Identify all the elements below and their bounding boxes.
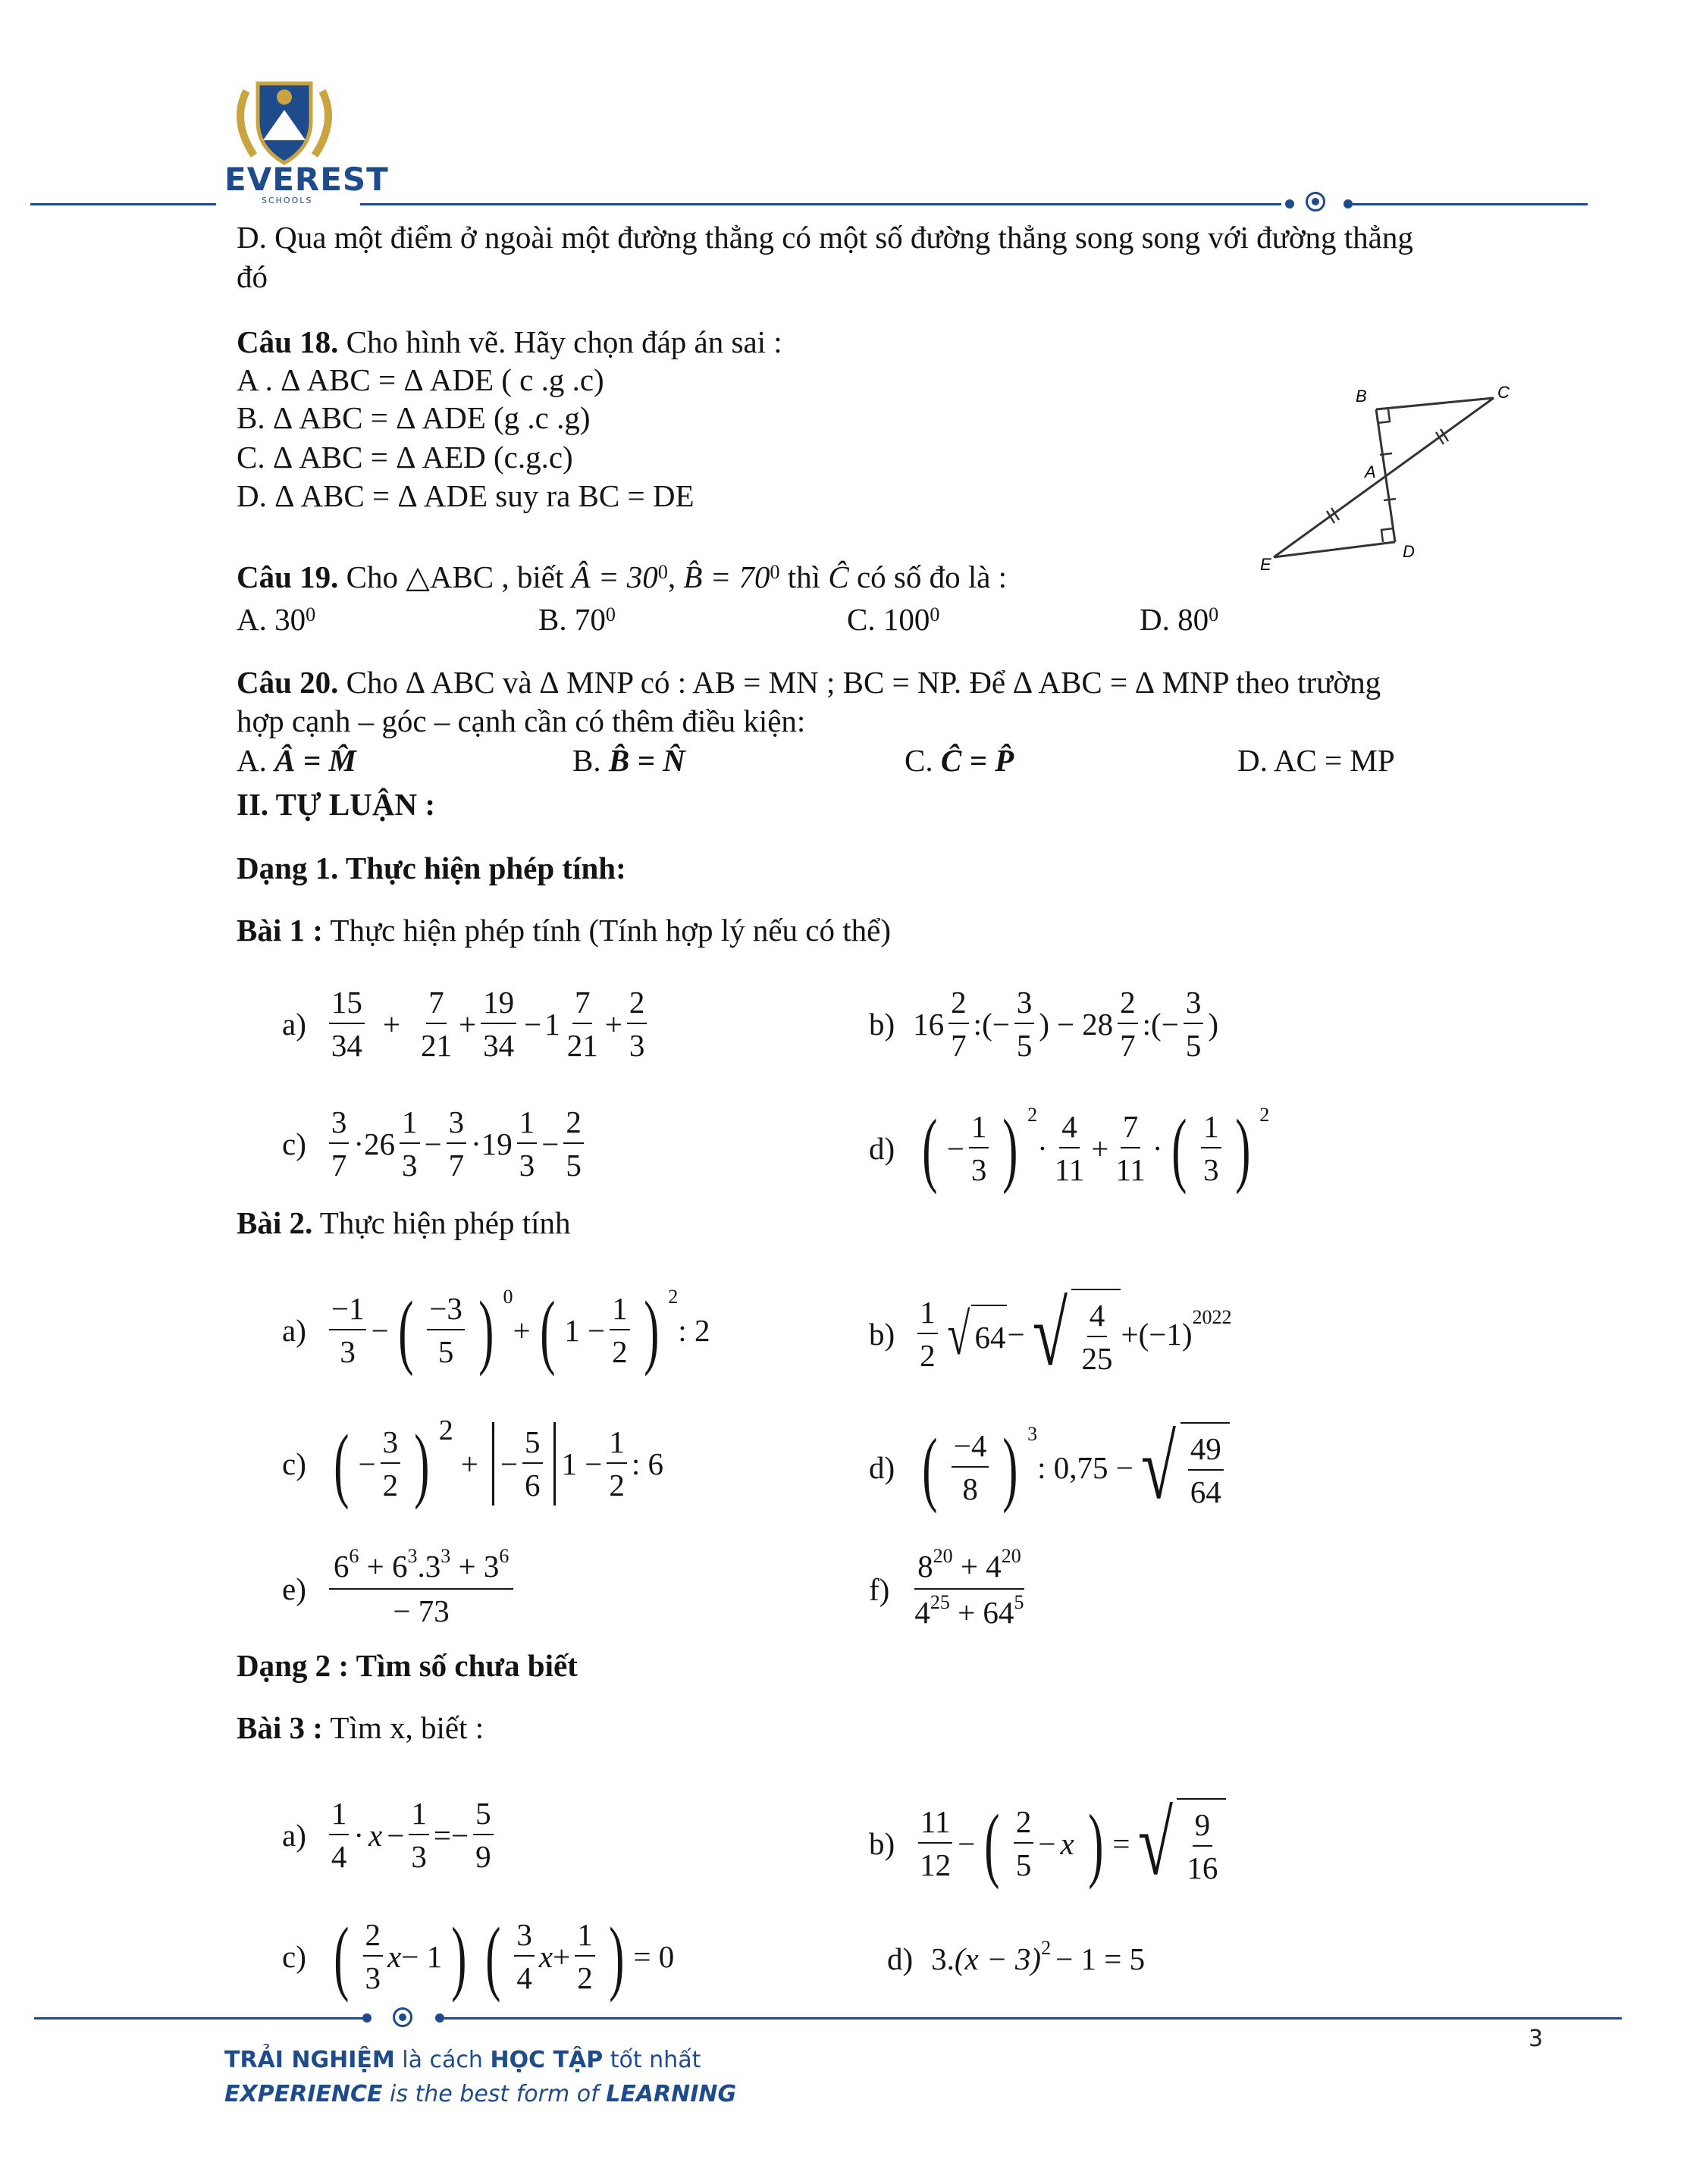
frac: $\frac{1}{3}$ [409, 1798, 429, 1872]
slogan-vi-b: là cách [394, 2047, 491, 2073]
header [0, 0, 1690, 220]
q19-option-a [237, 599, 315, 640]
footer-dot-right [435, 2013, 444, 2023]
footer-dot-left [362, 2013, 372, 2023]
bai3-c: c) ( $\frac{2}{3}$ x − 1 ) ( $\frac{3}{4}$ x + $\frac{1}{2}$ ) = 0 [282, 1910, 675, 2003]
bai3-b: b) $\frac{11}{12}$ − ( $\frac{2}{5}$ − x ) = √ $\frac{9}{16}$ [869, 1798, 1226, 1889]
logo-subtext: SCHOOLS [262, 196, 313, 205]
slogan-vi-d: tốt nhất [603, 2047, 701, 2073]
frac: $\frac{3}{7}$ [329, 1107, 350, 1181]
frac: $\frac{5}{9}$ [473, 1798, 494, 1872]
bai2-b: b) $\frac{1}{2}$ √ 64 − √ $\frac{4}{25}$ + (−1) $^{2022}$ [869, 1283, 1232, 1384]
bai2-e-label: e) [282, 1571, 306, 1606]
sqrt: √ $\frac{49}{64}$ [1133, 1422, 1230, 1513]
frac: $\frac{3}{2}$ [381, 1427, 401, 1501]
q20-opt-c-label: C. [905, 743, 941, 778]
frac: $\frac{1}{2}$ [575, 1919, 595, 1994]
header-rule-main [360, 203, 1281, 205]
bai2-b-label: b) [869, 1317, 895, 1352]
sqrt: √ 64 [947, 1301, 1006, 1367]
bai3-title: Bài 3 : [237, 1710, 323, 1745]
frac: $\frac{1}{3}$ [517, 1107, 538, 1181]
q18-text: Cho hình vẽ. Hãy chọn đáp án sai : [338, 324, 782, 359]
q19-title: Câu 19. [237, 559, 339, 594]
bai2-f-label: f) [869, 1572, 890, 1607]
q18-option-d: D. Δ ABC = Δ ADE suy ra BC = DE [237, 478, 694, 513]
q19-deg-a: 0 [657, 561, 668, 583]
figure-label-e: E [1260, 555, 1271, 574]
frac: $\frac{-1}{3}$ [329, 1293, 367, 1368]
q19-angle-c: Ĉ [828, 559, 849, 594]
frac: $\frac{1}{2}$ [917, 1297, 938, 1371]
frac: $\frac{2}{5}$ [1014, 1806, 1034, 1881]
bai1-b: b) 16 $\frac{2}{7}$ : ( − $\frac{3}{5}$ ) − 28 $\frac{2}{7}$ : ( − $\frac{3}{5}$ ) [869, 985, 1218, 1063]
bai1-a: a) $\frac{15}{34}$ + $\frac{7}{21}$ + $\frac{19}{34}$ − 1 $\frac{7}{21}$ + $\frac{2}{3}$ [282, 987, 651, 1061]
frac: $\frac{5}{6}$ [522, 1427, 543, 1501]
header-ring-icon [1306, 192, 1325, 212]
q18-option-b: B. Δ ABC = Δ ADE (g .c .g) [237, 400, 591, 435]
figure-label-d: D [1403, 542, 1415, 561]
q19-opt-a-text: A. 30 [237, 602, 306, 637]
q19-option-b [538, 599, 616, 640]
slogan-vi-a: TRẢI NGHIỆM [224, 2047, 395, 2073]
bai3-a: a) $\frac{1}{4}$ · x − $\frac{1}{3}$ = − $\frac{5}{9}$ [282, 1798, 498, 1872]
frac: $\frac{1}{3}$ [1201, 1111, 1221, 1186]
frac: $\frac{1}{3}$ [400, 1107, 420, 1181]
slogan-en [224, 2081, 736, 2107]
slogan-en-c: LEARNING [606, 2081, 737, 2107]
slogan-vi-c: HỌC TẬP [490, 2047, 604, 2073]
q20-prompt-line2: hợp cạnh – góc – cạnh cần có thêm điều kiện: [237, 703, 806, 738]
frac: $\frac{11}{12}$ [917, 1806, 953, 1881]
frac: $\frac{-3}{5}$ [427, 1293, 465, 1368]
q20-opt-a-label: A. [237, 743, 275, 778]
bai2-d: d) ( $\frac{-4}{8}$ ) $^3$ : 0,75 − √ $\frac{49}{64}$ [869, 1422, 1230, 1513]
bai3-text: Tìm x, biết : [322, 1710, 484, 1745]
bai2-text: Thực hiện phép tính [312, 1205, 571, 1240]
q20-option-c [905, 740, 1014, 781]
frac: $\frac{3}{5}$ [1184, 987, 1204, 1061]
q20-opt-c-math: Ĉ = P̂ [940, 743, 1014, 778]
frac: $\frac{1}{3}$ [969, 1111, 989, 1186]
footer-rule-left [34, 2017, 364, 2019]
bai2-a-label: a) [282, 1313, 306, 1348]
bai1-c-label: c) [282, 1126, 306, 1161]
page-number: 3 [1529, 2026, 1544, 2052]
logo-text: EVEREST [224, 161, 389, 198]
slogan-en-b: is the best form of [382, 2081, 607, 2107]
q19-option-d [1140, 599, 1218, 640]
frac: $\frac{1}{2}$ [607, 1427, 627, 1501]
slogan-vi [224, 2047, 701, 2073]
q19-text-b: thì [779, 559, 829, 594]
q18-title: Câu 18. [237, 324, 339, 359]
bai2-heading [237, 1202, 571, 1243]
q20-option-d: D. AC = MP [1237, 743, 1395, 778]
bai2-a: a) $\frac{-1}{3}$ − ( $\frac{-3}{5}$ ) $^0$ + ( 1 − $\frac{1}{2}$ ) $^2$ : 2 [282, 1284, 710, 1377]
q19-opt-b-deg: 0 [605, 603, 616, 625]
frac: $\frac{1}{4}$ [329, 1798, 350, 1872]
q19-text-c: có số đo là : [848, 559, 1008, 594]
figure-label-c: C [1497, 383, 1510, 402]
frac: $\frac{2}{3}$ [627, 987, 647, 1061]
footer-rule-right [444, 2017, 1622, 2019]
frac: $\frac{4}{11}$ [1054, 1109, 1085, 1187]
header-rule-left [30, 203, 216, 205]
q19-angle-b: B̂ = 70 [683, 559, 770, 594]
q19-angle-a: Â = 30 [571, 559, 658, 594]
q17-option-d-line2: đó [237, 259, 268, 294]
bai2-e [282, 1545, 518, 1628]
q20-opt-a-math: Â = M̂ [274, 743, 356, 778]
bai1-title: Bài 1 : [237, 913, 323, 948]
bai3-a-label: a) [282, 1818, 306, 1853]
frac: $\frac{7}{21}$ [566, 985, 598, 1063]
dang2-title: Dạng 2 : Tìm số chưa biết [237, 1648, 578, 1683]
bai1-a-label: a) [282, 1007, 306, 1042]
frac: $\frac{2}{7}$ [948, 987, 969, 1061]
abs-bar [492, 1422, 494, 1506]
q19-opt-d-deg: 0 [1209, 603, 1219, 625]
frac: $\frac{8^{20} + 4^{20}}{4^{25} + 64^5}$ [914, 1545, 1024, 1630]
q19-opt-b-text: B. 70 [538, 602, 606, 637]
bai2-title: Bài 2. [237, 1205, 313, 1240]
frac: $\frac{19}{34}$ [481, 987, 516, 1061]
bai2-c-label: c) [282, 1446, 306, 1481]
q20-title: Câu 20. [237, 665, 339, 700]
q20-option-a [237, 740, 356, 781]
header-dot-right [1344, 199, 1353, 208]
bai1-heading [237, 910, 891, 951]
figure-label-b: B [1356, 387, 1367, 406]
q19-option-c [847, 599, 939, 640]
bai3-d-label: d) [887, 1941, 914, 1976]
bai2-c: c) ( − $\frac{3}{2}$ ) $^2$ + − $\frac{5}{6}$ 1 − $\frac{1}{2}$ : 6 [282, 1415, 664, 1510]
sqrt: √ $\frac{4}{25}$ [1025, 1289, 1121, 1380]
q19-sep: , [667, 559, 684, 594]
frac: $\frac{7}{21}$ [420, 985, 452, 1063]
q19-opt-d-text: D. 80 [1140, 602, 1209, 637]
q19-deg-b: 0 [770, 561, 780, 583]
q20-opt-b-math: B̂ = N̂ [608, 743, 685, 778]
q19-opt-c-text: C. 100 [847, 602, 930, 637]
frac: $\frac{2}{7}$ [1118, 987, 1138, 1061]
frac: $\frac{3}{7}$ [447, 1107, 467, 1181]
q20-prompt-line1 [237, 662, 1381, 703]
header-dot-left [1285, 199, 1294, 208]
bai1-c: c) $\frac{3}{7}$ · 26 $\frac{1}{3}$ − $\frac{3}{7}$ · 19 $\frac{1}{3}$ − $\frac{2}{5}$ [282, 1107, 588, 1181]
q20-option-b [572, 740, 685, 781]
bai3-d: d) 3. (x − 3) $^2$ − 1 = 5 [887, 1937, 1146, 1976]
q20-text-1: Cho ∆ ABC và ∆ MNP có : AB = MN ; BC = NP. Để ∆ ABC = ∆ MNP theo trường [338, 665, 1381, 700]
bai3-c-label: c) [282, 1939, 306, 1974]
q19-opt-c-deg: 0 [930, 603, 940, 625]
q17-option-d-line1: D. Qua một điểm ở ngoài một đường thẳng có một số đường thẳng song song với đường thẳng [237, 220, 1413, 255]
dang1-title: Dạng 1. Thực hiện phép tính: [237, 851, 626, 885]
frac: $\frac{1}{2}$ [610, 1293, 630, 1368]
frac: $\frac{2}{5}$ [563, 1107, 584, 1181]
q20-opt-b-label: B. [572, 743, 609, 778]
header-rule-right [1353, 203, 1588, 205]
abs-bar [553, 1422, 556, 1506]
q18-option-c: C. Δ ABC = Δ AED (c.g.c) [237, 440, 573, 475]
bai1-text: Thực hiện phép tính (Tính hợp lý nếu có thể) [322, 913, 891, 948]
bai1-d: d) ( − $\frac{1}{3}$ ) $^2$ · $\frac{4}{11}$ + $\frac{7}{11}$ · ( $\frac{1}{3}$ ) $^2$ [869, 1102, 1270, 1195]
footer-ring-icon [393, 2007, 412, 2027]
bai2-d-label: d) [869, 1450, 895, 1485]
frac: $\frac{2}{3}$ [363, 1919, 384, 1994]
slogan-en-a: EXPERIENCE [224, 2081, 383, 2107]
q19-text-a: Cho △ABC , biết [338, 559, 572, 594]
frac: $\frac{-4}{8}$ [952, 1430, 989, 1505]
frac: $\frac{3}{4}$ [514, 1919, 535, 1994]
frac: $\frac{3}{5}$ [1014, 987, 1035, 1061]
q19-opt-a-deg: 0 [306, 603, 316, 625]
bai3-heading [237, 1707, 484, 1748]
q18-triangle-figure [1251, 379, 1524, 584]
frac: $\frac{7}{11}$ [1115, 1109, 1146, 1187]
frac: $\frac{6^6 + 6^3.3^3 + 3^6}{- 73}$ [329, 1551, 514, 1627]
bai1-b-label: b) [869, 1007, 895, 1042]
everest-logo-emblem [224, 68, 345, 171]
section2-title: II. TỰ LUẬN : [237, 787, 435, 822]
q18-prompt [237, 321, 782, 362]
figure-label-a: A [1365, 462, 1376, 481]
bai3-b-label: b) [869, 1826, 895, 1861]
q19-prompt [237, 556, 1007, 597]
frac: $\frac{15}{34}$ [329, 987, 365, 1061]
sqrt: √ $\frac{9}{16}$ [1130, 1798, 1227, 1889]
bai2-f [869, 1545, 1030, 1630]
q18-option-a: A . Δ ABC = Δ ADE ( c .g .c) [237, 362, 604, 397]
bai1-d-label: d) [869, 1131, 895, 1166]
